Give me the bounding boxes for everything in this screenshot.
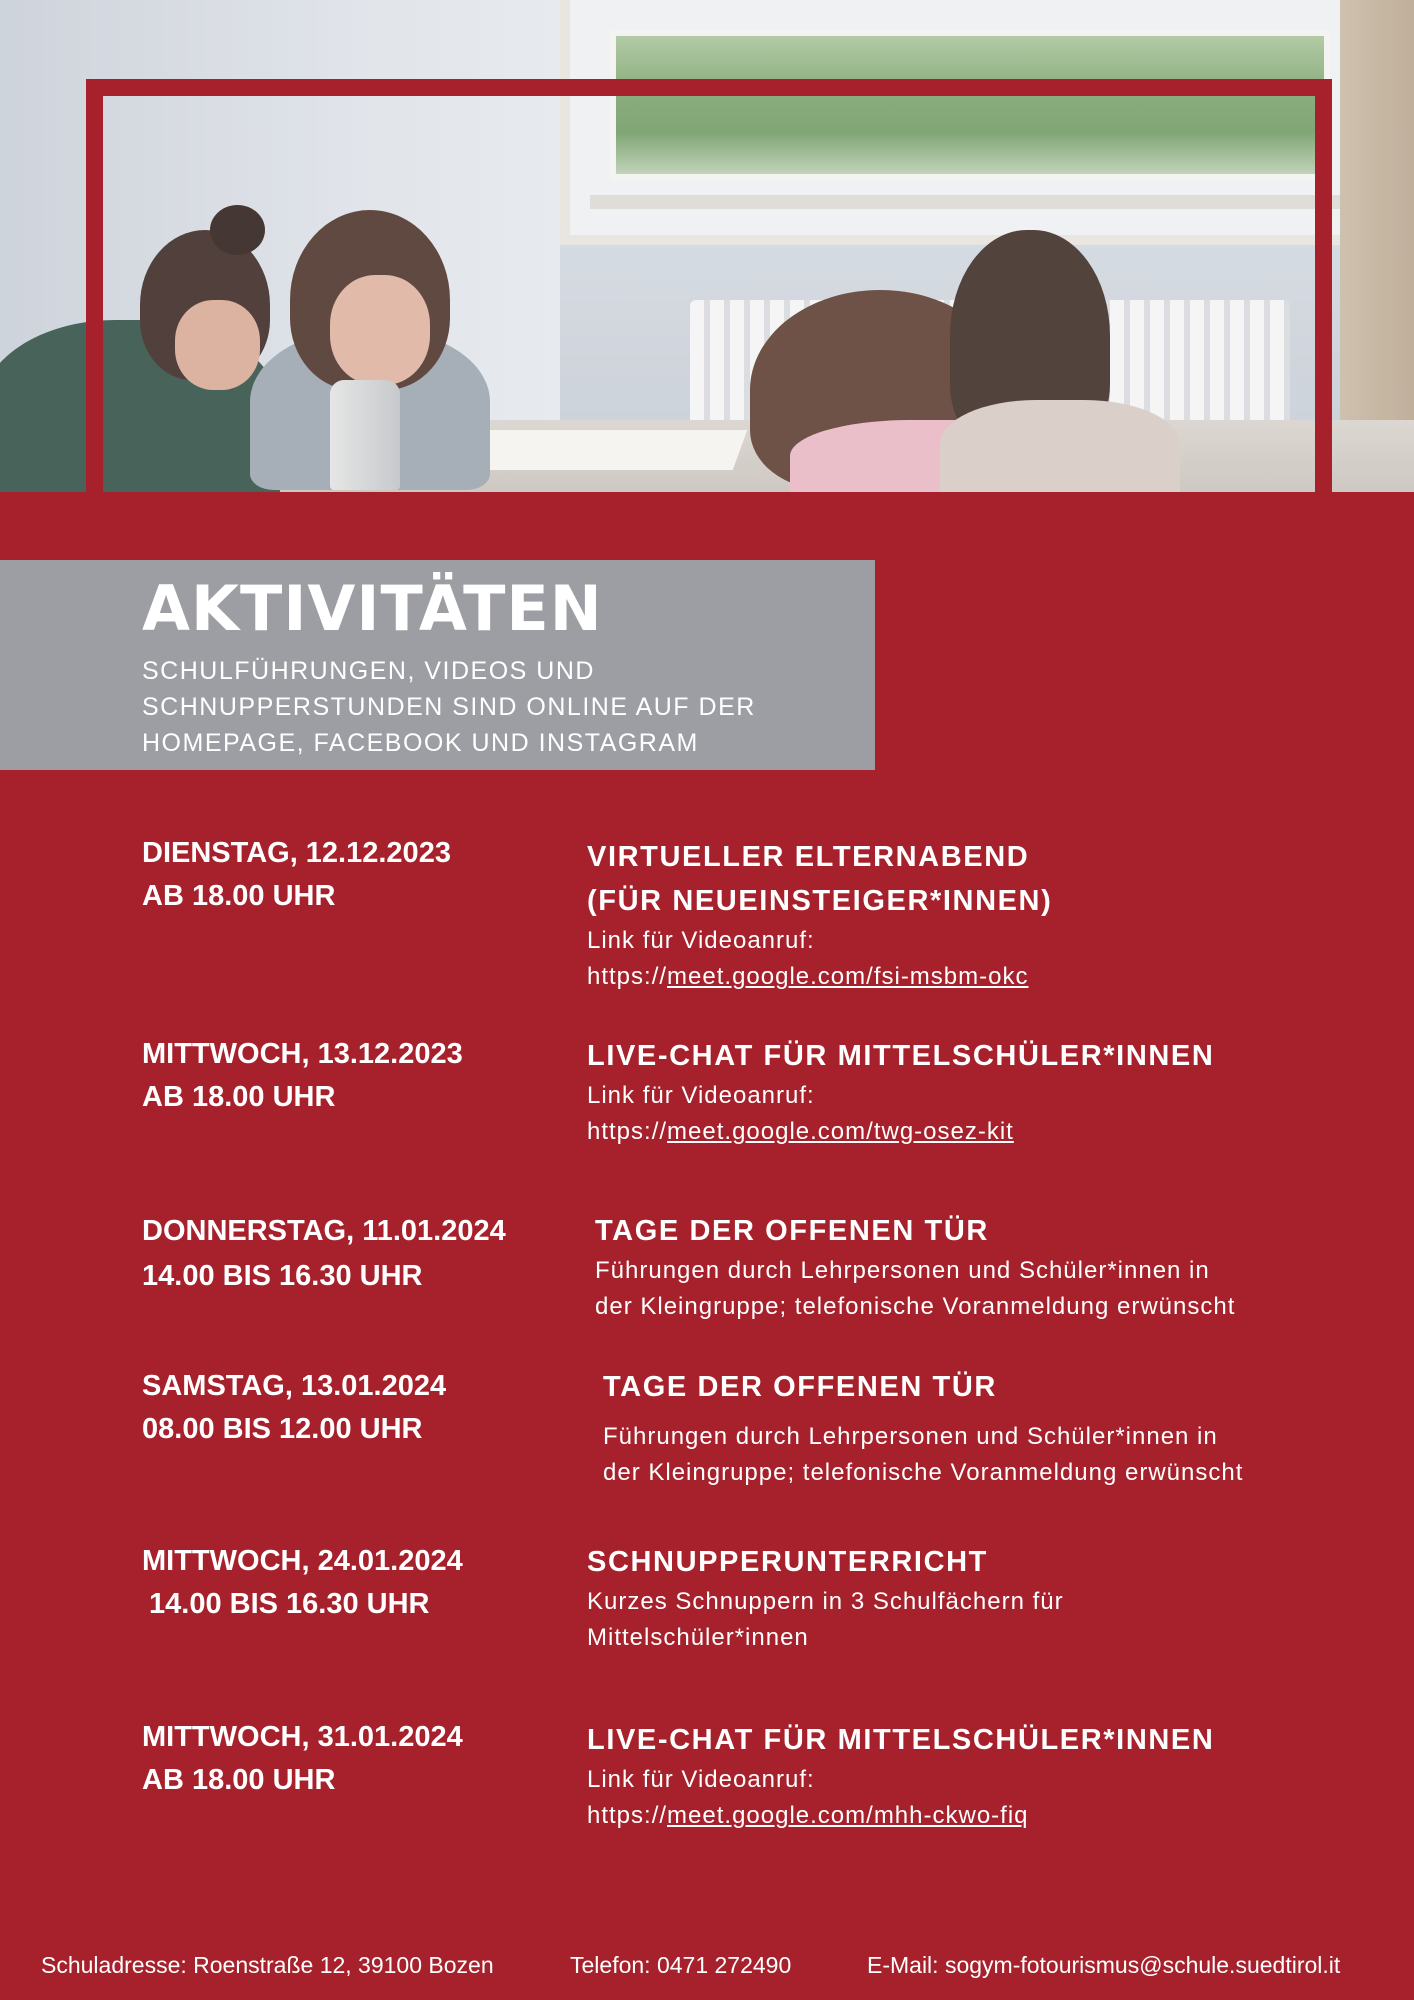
event-description [595,1253,1335,1325]
event-datetime [142,1716,572,1802]
event-date: MITTWOCH, 31.01.2024 [142,1721,463,1753]
event-title-line: LIVE-CHAT FÜR MITTELSCHÜLER*INNEN [587,1040,1215,1072]
link-prefix: https:// [587,1802,668,1829]
event-title-line: (FÜR NEUEINSTEIGER*INNEN) [587,885,1053,917]
event-desc-line: der Kleingruppe; telefonische Voranmeldung erwünscht [603,1459,1244,1486]
event-date: SAMSTAG, 13.01.2024 [142,1370,447,1402]
event-desc-line: Mittelschüler*innen [587,1624,809,1651]
event-title [595,1209,1335,1253]
event-time: AB 18.00 UHR [142,1764,336,1796]
event-time: 14.00 BIS 16.30 UHR [149,1588,430,1620]
event-time: AB 18.00 UHR [142,1081,336,1113]
event-title-line: VIRTUELLER ELTERNABEND [587,841,1030,873]
event-desc-line: Link für Videoanruf: [587,1082,815,1109]
event-title [603,1365,1343,1409]
event-datetime [142,1033,572,1119]
event-description [587,923,1327,995]
event-time: 14.00 BIS 16.30 UHR [142,1260,423,1292]
page-title: AKTIVITÄTEN [142,572,603,645]
video-call-link[interactable]: meet.google.com/mhh-ckwo-fiq [667,1802,1029,1829]
event-details [587,1718,1327,1834]
event-desc-line: Link für Videoanruf: [587,927,815,954]
event-details [587,1034,1327,1150]
event-details [587,1540,1327,1656]
subtitle-line: HOMEPAGE, FACEBOOK UND INSTAGRAM [142,729,699,757]
event-date: DONNERSTAG, 11.01.2024 [142,1215,506,1247]
footer-email[interactable]: E-Mail: sogym-fotourismus@schule.suedtirol.it [867,1952,1341,1978]
event-date: MITTWOCH, 13.12.2023 [142,1038,463,1070]
event-title [587,1718,1327,1762]
event-desc-line: Link für Videoanruf: [587,1766,815,1793]
event-description [603,1419,1343,1491]
event-desc-line: der Kleingruppe; telefonische Voranmeldung erwünscht [595,1293,1236,1320]
event-datetime [142,1365,572,1451]
event-description [587,1078,1327,1150]
link-prefix: https:// [587,963,668,990]
event-link-line [587,1114,1327,1150]
event-title-line: TAGE DER OFFENEN TÜR [603,1371,997,1403]
event-title [587,1034,1327,1078]
event-title [587,1540,1327,1584]
photo-frame [86,79,1332,519]
subtitle-line: SCHNUPPERSTUNDEN SIND ONLINE AUF DER [142,693,756,721]
event-time: 08.00 BIS 12.00 UHR [142,1413,423,1445]
event-title-line: TAGE DER OFFENEN TÜR [595,1215,989,1247]
event-datetime [142,832,572,918]
footer-phone: Telefon: 0471 272490 [570,1952,792,1978]
event-datetime [142,1209,592,1299]
event-desc-line: Kurzes Schnuppern in 3 Schulfächern für [587,1588,1064,1615]
event-details [603,1365,1343,1491]
event-title-line: LIVE-CHAT FÜR MITTELSCHÜLER*INNEN [587,1724,1215,1756]
event-title [587,835,1327,923]
event-datetime [142,1540,572,1626]
event-desc-line: Führungen durch Lehrpersonen und Schüler*innen in [603,1423,1218,1450]
event-link-line [587,959,1327,995]
page-subtitle [142,653,862,761]
event-time: AB 18.00 UHR [142,880,336,912]
event-link-line [587,1798,1327,1834]
event-description [587,1584,1327,1656]
event-desc-line: Führungen durch Lehrpersonen und Schüler*innen in [595,1257,1210,1284]
event-details [587,835,1327,995]
event-date: DIENSTAG, 12.12.2023 [142,837,451,869]
event-description [587,1762,1327,1834]
subtitle-line: SCHULFÜHRUNGEN, VIDEOS UND [142,657,595,685]
event-details [595,1209,1335,1325]
video-call-link[interactable]: meet.google.com/twg-osez-kit [667,1118,1014,1145]
video-call-link[interactable]: meet.google.com/fsi-msbm-okc [667,963,1029,990]
event-date: MITTWOCH, 24.01.2024 [142,1545,463,1577]
event-title-line: SCHNUPPERUNTERRICHT [587,1546,988,1578]
footer-address: Schuladresse: Roenstraße 12, 39100 Bozen [41,1952,494,1978]
link-prefix: https:// [587,1118,668,1145]
